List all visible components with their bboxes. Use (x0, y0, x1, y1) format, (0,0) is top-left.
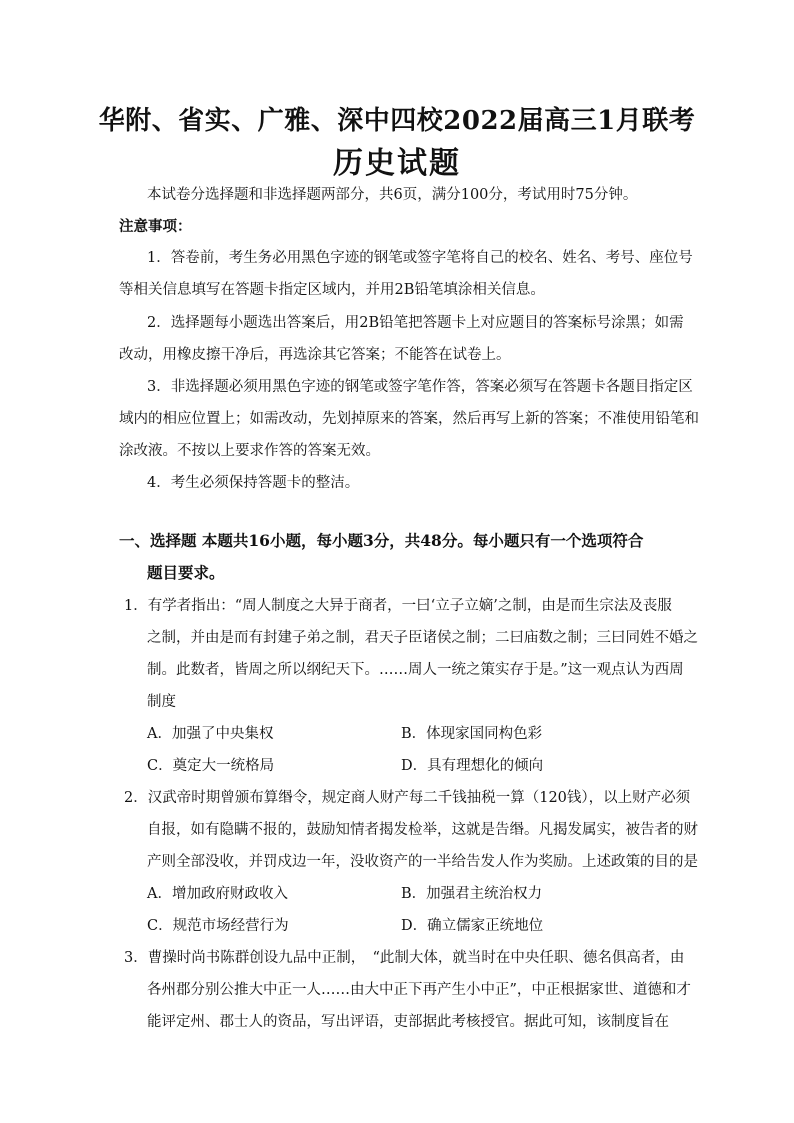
question-3-line: 能评定州、郡士人的资品，写出评语，吏部据此考核授官。据此可知，该制度旨在 (147, 1014, 669, 1030)
question-2-option-b: B．加强君主统治权力 (401, 886, 543, 902)
note-line: 涂改液。不按以上要求作答的答案无效。 (119, 443, 380, 459)
exam-title: 华附、省实、广雅、深中四校2022届高三1月联考 (98, 106, 696, 136)
question-1-line: 制度 (147, 694, 176, 710)
question-3-line: 各州郡分别公推大中正一人……由大中正下再产生小中正”，中正根据家世、道德和才 (147, 982, 691, 998)
question-2-line: 产则全部没收，并罚戍边一年，没收资产的一半给告发人作为奖励。上述政策的目的是 (147, 854, 698, 870)
note-line: 1．答卷前，考生务必用黑色字迹的钢笔或签字笔将自己的校名、姓名、考号、座位号 (147, 250, 693, 266)
note-line: 3．非选择题必须用黑色字迹的钢笔或签字笔作答，答案必须写在答题卡各题目指定区 (147, 379, 693, 395)
notes-heading: 注意事项： (119, 218, 192, 235)
question-2-option-c: C．规范市场经营行为 (147, 918, 289, 934)
note-line: 域内的相应位置上；如需改动，先划掉原来的答案，然后再写上新的答案；不准使用铅笔和 (119, 411, 699, 427)
question-3-line: 3．曹操时尚书陈群创设九品中正制， “此制大体，就当时在中央任职、德名俱高者，由 (124, 950, 685, 966)
subject-title: 历史试题 (333, 146, 461, 181)
note-line: 改动，用橡皮擦干净后，再选涂其它答案；不能答在试卷上。 (119, 347, 511, 363)
question-2-option-d: D．确立儒家正统地位 (401, 918, 544, 934)
section-heading: 一、选择题 本题共16小题，每小题3分，共48分。每小题只有一个选项符合 (119, 531, 644, 550)
question-1-line: 制。此数者，皆周之所以纲纪天下。……周人一统之策实存于是。”这一观点认为西周 (147, 662, 684, 678)
question-1-option-b: B．体现家国同构色彩 (401, 726, 543, 742)
intro-text: 本试卷分选择题和非选择题两部分，共6页，满分100分，考试用时75分钟。 (147, 187, 638, 203)
note-line: 等相关信息填写在答题卡指定区域内，并用2B铅笔填涂相关信息。 (119, 282, 545, 298)
note-line: 4．考生必须保持答题卡的整洁。 (147, 475, 360, 491)
question-2-line: 自报，如有隐瞒不报的，鼓励知情者揭发检举，这就是告缗。凡揭发属实，被告者的财 (147, 822, 698, 838)
note-line: 2．选择题每小题选出答案后，用2B铅笔把答题卡上对应题目的答案标号涂黑；如需 (147, 315, 684, 331)
question-1-option-c: C．奠定大一统格局 (147, 758, 275, 774)
question-1-line: 之制，并由是而有封建子弟之制，君天子臣诸侯之制；二曰庙数之制；三曰同姓不婚之 (147, 630, 698, 646)
question-1-option-a: A．加强了中央集权 (147, 726, 274, 742)
question-1-line: 1．有学者指出：“周人制度之大异于商者，一曰‘立子立嫡’之制，由是而生宗法及丧服 (124, 598, 672, 614)
question-1-option-d: D．具有理想化的倾向 (401, 758, 544, 774)
question-2-option-a: A．增加政府财政收入 (147, 886, 288, 902)
question-2-line: 2．汉武帝时期曾颁布算缗令，规定商人财产每二千钱抽税一算（120钱），以上财产必须 (124, 790, 691, 806)
section-heading-cont: 题目要求。 (147, 563, 225, 582)
